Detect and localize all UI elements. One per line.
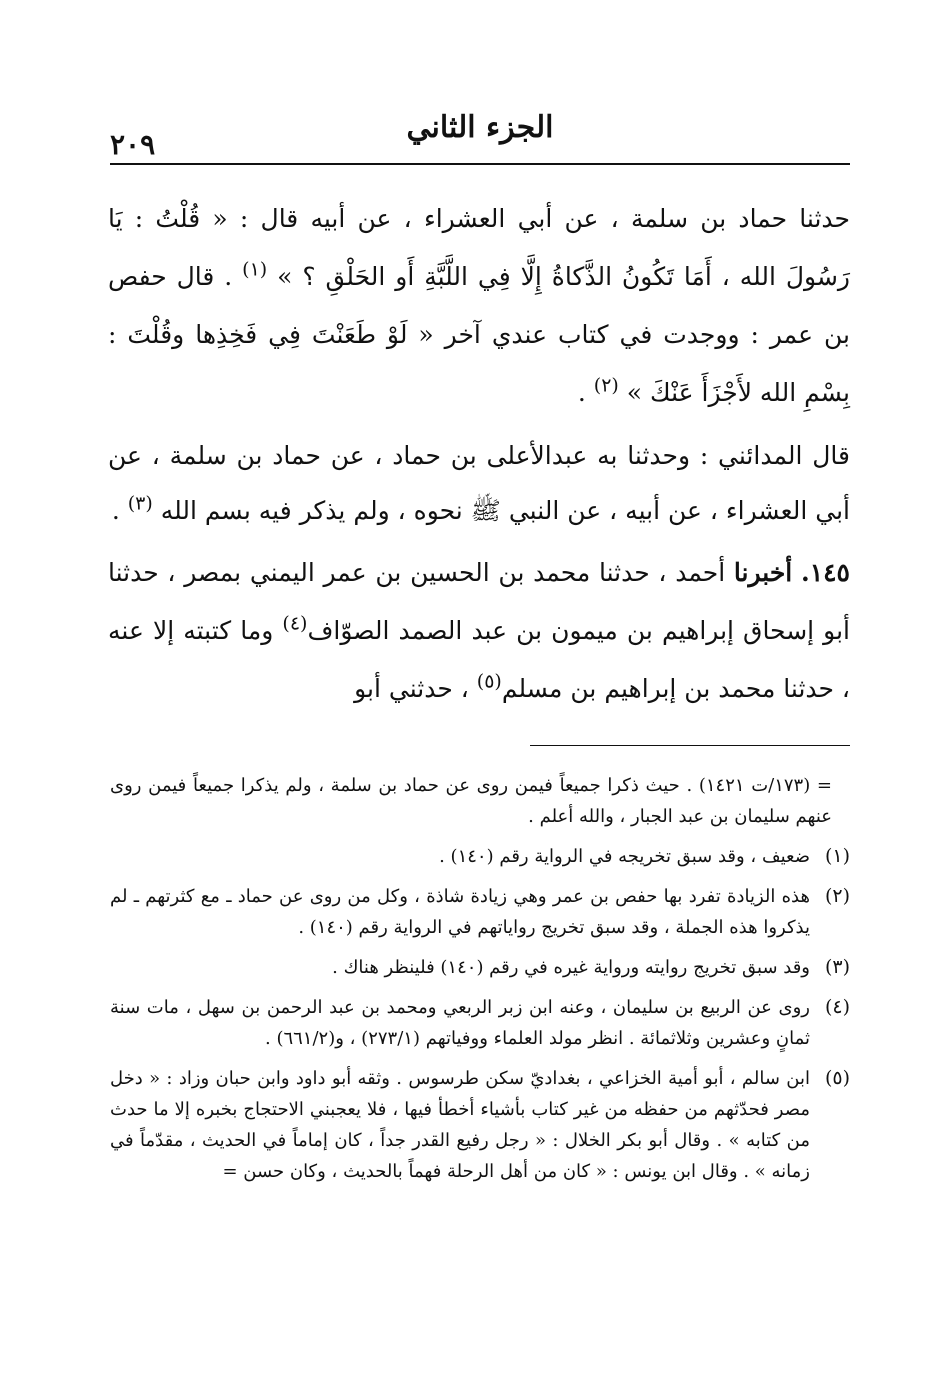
paragraph-hadith-145 xyxy=(108,544,850,718)
hadith-number: ١٤٥. xyxy=(800,558,850,587)
paragraph-text: حدثنا حماد بن سلمة ، عن أبي العشراء ، عن أبيه قال : « قُلْتُ : يَا رَسُولَ الله ، أَمَا تَكُونُ الذَّكاةُ إِلَّا فِي اللَّبَّةِ أَو الحَلْقِ ؟ » xyxy=(108,204,850,291)
footnote-rule xyxy=(530,745,850,746)
footnote-ref-4: (٤) xyxy=(282,612,308,635)
footnote-ref-2: (٢) xyxy=(593,374,619,397)
footnote-continuation: = (١٧٣/ت ١٤٢١) . حيث ذكرا جميعاً فيمن روى عن حماد بن سلمة ، ولم يذكرا جميعاً فيمن روى عنهم سليمان بن عبد الجبار ، والله أعلم . xyxy=(110,775,833,827)
paragraph-text: ، حدثني أبو xyxy=(354,674,469,703)
footnote-2 xyxy=(110,881,850,943)
footnote-3 xyxy=(110,952,850,983)
footnote-text: ضعيف ، وقد سبق تخريجه في الرواية رقم (١٤٠) . xyxy=(439,846,810,867)
footnote-ref-3: (٣) xyxy=(127,492,153,515)
footnote-marker: (١) xyxy=(824,845,850,867)
paragraph-text: . xyxy=(111,496,120,525)
paragraph-text: أحمد ، حدثنا محمد بن الحسين بن عمر اليمني بمصر ، حدثنا أبو إسحاق إبراهيم بن ميمون بن عبد الصمد الصوّاف xyxy=(108,558,850,645)
footnote-5 xyxy=(110,1063,850,1187)
paragraph-hadith-chain-1 xyxy=(108,190,850,422)
footnote-marker: (٤) xyxy=(824,996,850,1018)
footnote-text: ابن سالم ، أبو أمية الخزاعي ، بغداديّ سكن طرسوس . وثقه أبو داود وابن حبان وزاد : « دخل مصر فحدّثهم من حفظه من غير كتاب بأشياء أخطأ فيها ، فلا يعجبني الاحتجاج بخبره إلا ما حدث من كتابه » . وقال أبو بكر الخلال : « رجل رفيع القدر جداً ، كان إماماً في الحديث ، مقدّماً في زمانه » . وقال ابن يونس : « كان من أهل الرحلة فهماً بالحديث ، وكان حسن = xyxy=(110,1068,810,1182)
footnote-4 xyxy=(110,992,850,1054)
page-number: ٢٠٩ xyxy=(110,128,156,161)
hadith-lead-word: أخبرنا xyxy=(733,558,793,587)
paragraph-text: وما كتبته إلا عنه ، حدثنا محمد بن إبراهيم بن مسلم xyxy=(108,616,850,703)
page-header xyxy=(110,108,850,164)
footnote-marker: (٢) xyxy=(824,885,850,907)
running-title: الجزء الثاني xyxy=(406,110,554,145)
footnote-1 xyxy=(110,841,850,872)
footnote-ref-5: (٥) xyxy=(476,670,502,693)
footnote-marker: (٣) xyxy=(824,956,850,978)
paragraph-text: قال المدائني : وحدثنا به عبدالأعلى بن حماد ، عن حماد بن سلمة ، عن أبي العشراء ، عن أبيه ، عن النبي ﷺ نحوه ، ولم يذكر فيه بسم الله xyxy=(108,441,850,525)
header-rule xyxy=(110,163,850,165)
footnote-marker: (٥) xyxy=(824,1067,850,1089)
paragraph-madaini xyxy=(108,428,850,538)
footnote-text: وقد سبق تخريج روايته ورواية غيره في رقم (١٤٠) فلينظر هناك . xyxy=(332,957,810,978)
footnote-text: هذه الزيادة تفرد بها حفص بن عمر وهي زيادة شاذة ، وكل من روى عن حماد ـ مع كثرتهم ـ لم يذكروا هذه الجملة ، وقد سبق تخريج رواياتهم في الرواية رقم (١٤٠) . xyxy=(110,886,810,938)
paragraph-text: . قال حفص بن عمر : ووجدت في كتاب عندي آخر « لَوْ طَعَنْتَ فِي فَخِذِها وقُلْتَ : بِسْمِ الله لأَجْزَأَ عَنْكَ » xyxy=(108,262,850,407)
footnote-text: روى عن الربيع بن سليمان ، وعنه ابن زبر الربعي ومحمد بن عبد الرحمن بن سهل ، مات سنة ثمانٍ وعشرين وثلاثمائة . انظر مولد العلماء ووفياتهم (٢٧٣/١) ، و(٦٦١/٢) . xyxy=(110,997,810,1049)
footnote-ref-1: (١) xyxy=(242,258,268,281)
main-text xyxy=(108,190,850,718)
paragraph-text: . xyxy=(577,378,586,407)
footnotes xyxy=(110,770,850,1196)
